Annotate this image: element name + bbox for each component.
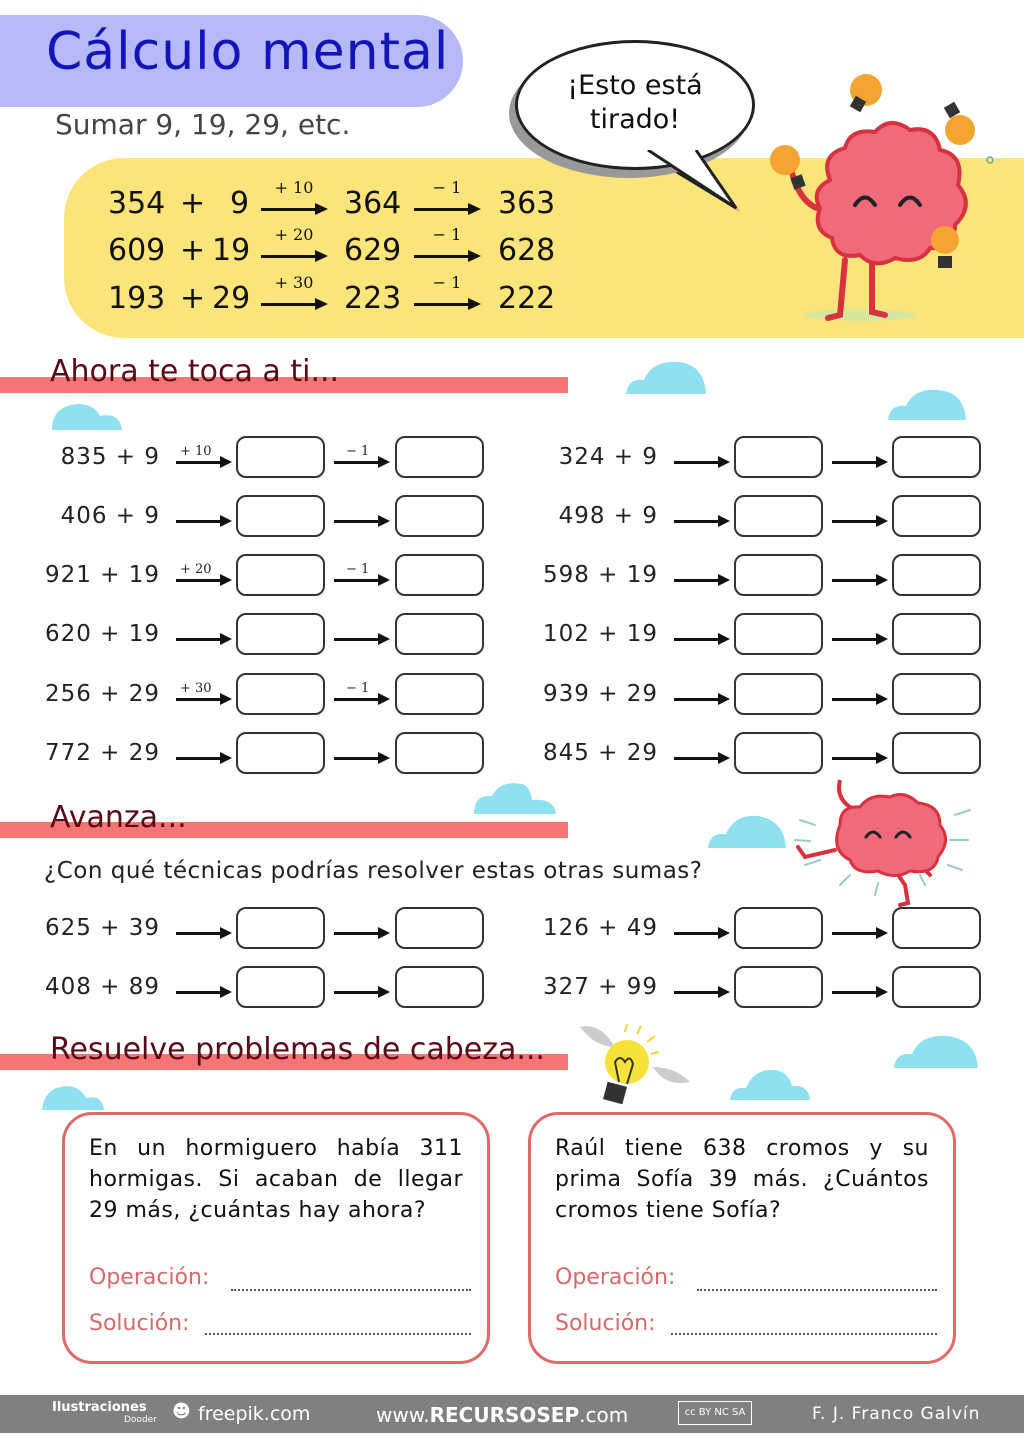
arrow-icon [674,450,730,470]
arrow-icon [832,921,888,941]
answer-box[interactable] [892,673,981,715]
arrow-icon [674,746,730,766]
solution-label: Solución: [89,1311,190,1336]
arrow-icon [176,627,232,647]
arrow-icon [674,921,730,941]
arrow-icon [176,921,232,941]
arrow-icon [674,509,730,529]
arrow-icon: + 30 [261,281,327,321]
arrow-icon [832,746,888,766]
answer-box[interactable] [236,732,325,774]
operation-label: Operación: [89,1265,210,1290]
answer-box[interactable] [892,732,981,774]
brain-mascot-juggling-icon [760,60,1024,330]
arrow-icon: − 1 [334,568,390,588]
lightbulb-icon [944,102,975,145]
exercise-question: 324 + 9 [558,444,658,470]
arrow-icon [674,980,730,1000]
answer-box[interactable] [395,732,484,774]
answer-box[interactable] [236,613,325,655]
brain-mascot-walking-icon [780,775,980,910]
answer-box[interactable] [892,613,981,655]
cc-license-icon: cc BY NC SA [678,1401,752,1425]
exercise-question: 102 + 19 [542,621,658,647]
section-title: Resuelve problemas de cabeza... [50,1032,545,1067]
exercise-question: 256 + 29 [44,681,160,707]
problem-card [528,1112,956,1364]
arrow-icon: − 1 [414,281,480,321]
arrow-icon [334,980,390,1000]
arrow-icon [176,746,232,766]
exercise-question: 327 + 99 [542,974,658,1000]
arrow-icon [334,509,390,529]
author-name: F. J. Franco Galvín [812,1404,981,1424]
illustrations-credit: Ilustraciones [52,1400,147,1415]
answer-box[interactable] [734,907,823,949]
answer-box[interactable] [892,907,981,949]
cloud-icon [470,780,560,816]
arrow-icon: + 10 [261,186,327,226]
arrow-icon: + 30 [176,687,232,707]
arrow-icon: − 1 [334,687,390,707]
answer-box[interactable] [734,732,823,774]
arrow-icon [674,627,730,647]
arrow-icon [334,627,390,647]
exercise-question: 625 + 39 [44,915,160,941]
answer-box[interactable] [236,495,325,537]
arrow-icon: − 1 [414,186,480,226]
arrow-icon [334,921,390,941]
arrow-icon [832,980,888,1000]
problem-card [62,1112,490,1364]
answer-box[interactable] [892,554,981,596]
answer-box[interactable] [236,966,325,1008]
exercise-question: 598 + 19 [542,562,658,588]
exercise-question: 126 + 49 [542,915,658,941]
exercise-question: 620 + 19 [44,621,160,647]
speech-bubble: ¡Esto está tirado! [515,40,755,170]
solution-label: Solución: [555,1311,656,1336]
cloud-icon [40,1084,106,1112]
exercise-question: 772 + 29 [44,740,160,766]
exercise-question: 498 + 9 [558,503,658,529]
arrow-icon: − 1 [334,450,390,470]
exercise-question: 406 + 9 [60,503,160,529]
lightbulb-icon [931,226,959,268]
exercise-question: 939 + 29 [542,681,658,707]
answer-box[interactable] [734,495,823,537]
arrow-icon [674,568,730,588]
arrow-icon [832,627,888,647]
exercise-question: 408 + 89 [44,974,160,1000]
site-link[interactable]: www.RECURSOSEP.com [376,1403,629,1427]
answer-box[interactable] [734,554,823,596]
exercise-question: 921 + 19 [44,562,160,588]
speech-bubble-tail-fill [640,150,750,220]
footer [0,1395,1024,1433]
answer-box[interactable] [734,436,823,478]
section-title: Ahora te toca a ti... [50,354,340,389]
arrow-icon [674,687,730,707]
arrow-icon [832,568,888,588]
answer-box[interactable] [236,436,325,478]
exercise-question: 835 + 9 [60,444,160,470]
arrow-icon [334,746,390,766]
freepik-link[interactable]: freepik.com [198,1403,311,1425]
cloud-icon [892,1034,982,1070]
answer-box[interactable] [892,966,981,1008]
answer-box[interactable] [734,966,823,1008]
cloud-icon [622,360,712,396]
operation-label: Operación: [555,1265,676,1290]
answer-box[interactable] [395,966,484,1008]
solution-answer-line[interactable] [671,1333,937,1335]
answer-box[interactable] [236,554,325,596]
arrow-icon: + 20 [261,233,327,273]
answer-box[interactable] [734,673,823,715]
freepik-logo-icon: ☻ [172,1401,191,1422]
answer-box[interactable] [395,436,484,478]
illustrator-name: Dooder [124,1415,157,1425]
section-title: Avanza... [50,800,187,835]
cloud-icon [728,1068,812,1102]
arrow-icon: − 1 [414,233,480,273]
page-title: Cálculo mental [46,22,450,82]
section-prompt: ¿Con qué técnicas podrías resolver estas otras sumas? [44,858,703,884]
cloud-icon [50,402,126,432]
operation-answer-line[interactable] [231,1289,471,1291]
arrow-icon [832,687,888,707]
lightbulb-icon [770,145,806,190]
solution-answer-line[interactable] [205,1333,471,1335]
answer-box[interactable] [236,673,325,715]
problem-text: En un hormiguero había 311 hormigas. Si acaban de llegar 29 más, ¿cuántas hay ahora? [89,1136,463,1223]
page-subtitle: Sumar 9, 19, 29, etc. [55,108,351,141]
answer-box[interactable] [395,613,484,655]
cloud-icon [886,388,970,422]
exercise-question: 845 + 29 [542,740,658,766]
answer-box[interactable] [734,613,823,655]
operation-answer-line[interactable] [697,1289,937,1291]
answer-box[interactable] [236,907,325,949]
arrow-icon [176,509,232,529]
arrow-icon [176,980,232,1000]
cloud-icon [706,814,790,850]
answer-box[interactable] [892,436,981,478]
answer-box[interactable] [395,554,484,596]
arrow-icon: + 10 [176,450,232,470]
answer-box[interactable] [395,495,484,537]
answer-box[interactable] [395,907,484,949]
answer-box[interactable] [395,673,484,715]
arrow-icon [832,509,888,529]
problem-text: Raúl tiene 638 cromos y su prima Sofía 39 más. ¿Cuántos cromos tiene Sofía? [555,1136,929,1223]
answer-box[interactable] [892,495,981,537]
lightbulb-icon [850,74,882,112]
flying-lightbulb-icon [575,1022,695,1112]
arrow-icon [832,450,888,470]
arrow-icon: + 20 [176,568,232,588]
